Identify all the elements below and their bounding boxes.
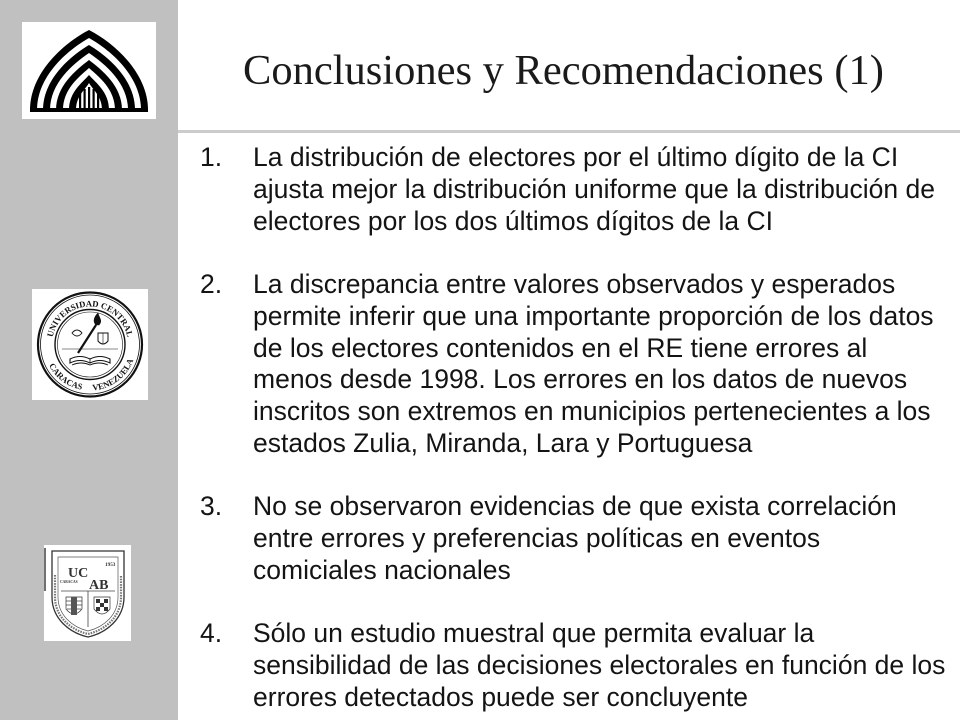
ucab-monogram-bottom: AB: [89, 578, 109, 593]
list-item-line: ajusta mejor la distribución uniforme que la distribución de: [253, 173, 935, 204]
list-item-text: [253, 142, 953, 237]
list-number: 2.: [200, 269, 223, 299]
ucab-shield-logo: [44, 545, 131, 641]
seal-top-textpath: UNIVERSIDAD CENTRAL: [44, 298, 136, 338]
list-item-text: [253, 269, 953, 460]
ucab-year: 1953: [105, 562, 116, 568]
ucv-seal-icon: [32, 289, 148, 400]
ucab-city: CARACAS: [60, 580, 78, 584]
seal-bottom-right-textpath: VENEZUELA: [91, 356, 136, 393]
ucv-vault-logo: [22, 22, 156, 119]
list-item-line: menos desde 1998. Los errores en los datos de nuevos: [253, 364, 908, 395]
ucv-vault-logo-icon: [22, 22, 156, 119]
title-divider: [178, 130, 960, 133]
list-item-line: estados Zulia, Miranda, Lara y Portuguesa: [253, 427, 753, 458]
ucv-seal-logo: [32, 289, 148, 400]
list-item-line: No se observaron evidencias de que exista correlación: [253, 491, 897, 522]
list-item-line: electores por los dos últimos dígitos de la CI: [253, 205, 773, 236]
list-item-text: [253, 491, 953, 586]
list-item-line: comiciales nacionales: [253, 554, 511, 585]
list-item-text: [253, 618, 953, 713]
ucab-monogram-top: UC: [68, 566, 89, 581]
slide-title: Conclusiones y Recomendaciones (1): [243, 47, 884, 94]
list-number: 3.: [200, 491, 223, 522]
list-item-line: Sólo un estudio muestral que permita evaluar la: [253, 618, 815, 649]
list-item-line: La discrepancia entre valores observados y esperados: [253, 269, 896, 299]
list-item-line: inscritos son extremos en municipios pertenecientes a los: [253, 396, 931, 426]
list-item-line: errores detectados puede ser concluyente: [253, 681, 748, 712]
list-item-line: La distribución de electores por el último dígito de la CI: [253, 142, 899, 172]
seal-bottom-left-textpath: CARACAS: [47, 361, 84, 392]
list-item-line: permite inferir que una importante proporción de los datos: [253, 300, 934, 331]
list-item-line: de los electores contenidos en el RE tiene errores al: [253, 332, 868, 363]
seal-bottom-right-text: [92, 356, 136, 392]
list-item-line: sensibilidad de las decisiones electorales en función de los: [253, 650, 946, 680]
list-number: 4.: [200, 618, 223, 649]
list-item-line: entre errores y preferencias políticas en eventos: [253, 523, 821, 553]
seal-emblem: [62, 313, 118, 365]
ucab-shield-icon: [44, 545, 131, 641]
list-number: 1.: [200, 142, 223, 172]
